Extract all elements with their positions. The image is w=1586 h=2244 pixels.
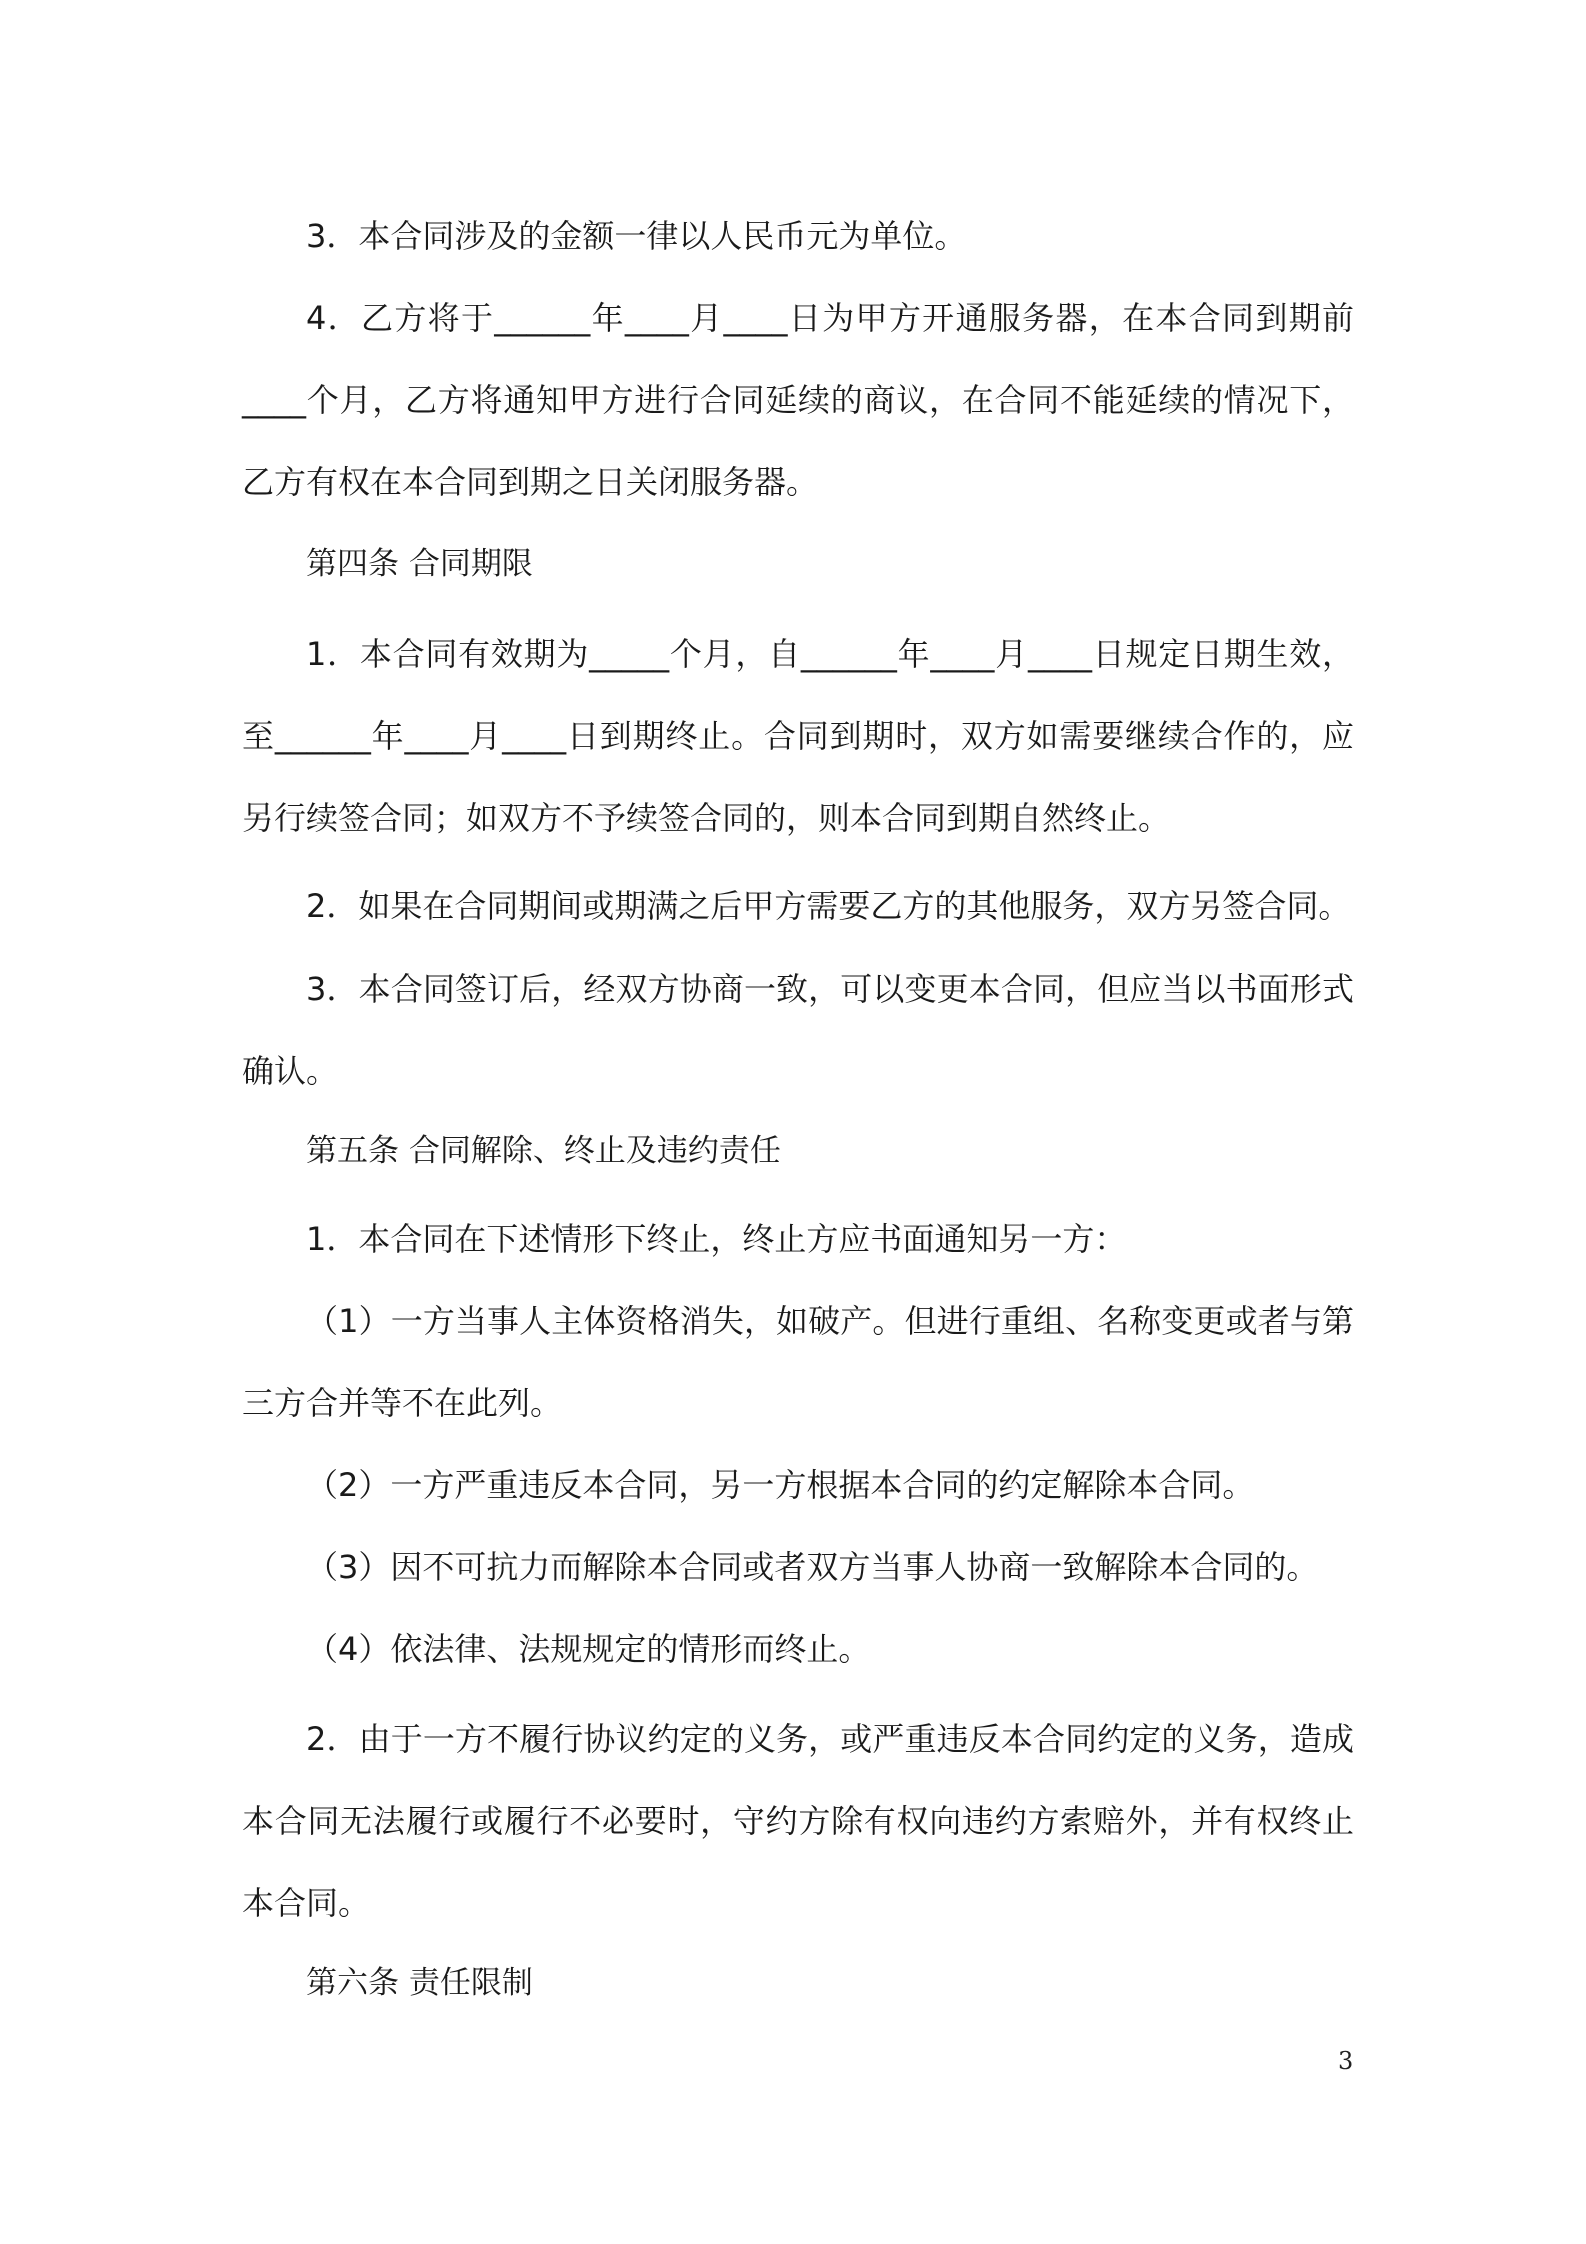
clause-5-1-termination-conditions: 1．本合同在下述情形下终止，终止方应书面通知另一方： bbox=[306, 1220, 1127, 1258]
clause-3-3-amount-unit: 3．本合同涉及的金额一律以人民币元为单位。 bbox=[306, 217, 967, 255]
page-number: 3 bbox=[1338, 2047, 1354, 2075]
article-6-heading: 第六条 责任限制 bbox=[306, 1965, 533, 2001]
clause-5-2-breach: 2．由于一方不履行协议约定的义务，或严重违反本合同约定的义务，造成本合同无法履行或履行不必要时，守约方除有权向违约方索赔外，并有权终止本合同。 bbox=[242, 1720, 1354, 1922]
clause-3-4-server-activation: 4．乙方将于______年____月____日为甲方开通服务器，在本合同到期前____个月，乙方将通知甲方进行合同延续的商议，在合同不能延续的情况下，乙方有权在本合同到期之日关闭服务器。 bbox=[242, 299, 1354, 501]
clause-4-2-other-services: 2．如果在合同期间或期满之后甲方需要乙方的其他服务，双方另签合同。 bbox=[306, 887, 1351, 925]
clause-5-1-item-1: （1）一方当事人主体资格消失，如破产。但进行重组、名称变更或者与第三方合并等不在此列。 bbox=[242, 1302, 1354, 1422]
clause-5-1-item-4: （4）依法律、法规规定的情形而终止。 bbox=[306, 1630, 871, 1668]
clause-4-3-amendment: 3．本合同签订后，经双方协商一致，可以变更本合同，但应当以书面形式确认。 bbox=[242, 970, 1354, 1090]
clause-4-1-validity-period: 1．本合同有效期为_____个月，自______年____月____日规定日期生效，至______年____月____日到期终止。合同到期时，双方如需要继续合作的，应另行续签合同；如双方不予续签合同的，则本合同到期自然终止。 bbox=[242, 635, 1354, 837]
article-5-heading: 第五条 合同解除、终止及违约责任 bbox=[306, 1133, 781, 1169]
clause-5-1-item-3: （3）因不可抗力而解除本合同或者双方当事人协商一致解除本合同的。 bbox=[306, 1548, 1319, 1586]
article-4-heading: 第四条 合同期限 bbox=[306, 546, 533, 582]
clause-5-1-item-2: （2）一方严重违反本合同，另一方根据本合同的约定解除本合同。 bbox=[306, 1466, 1255, 1504]
